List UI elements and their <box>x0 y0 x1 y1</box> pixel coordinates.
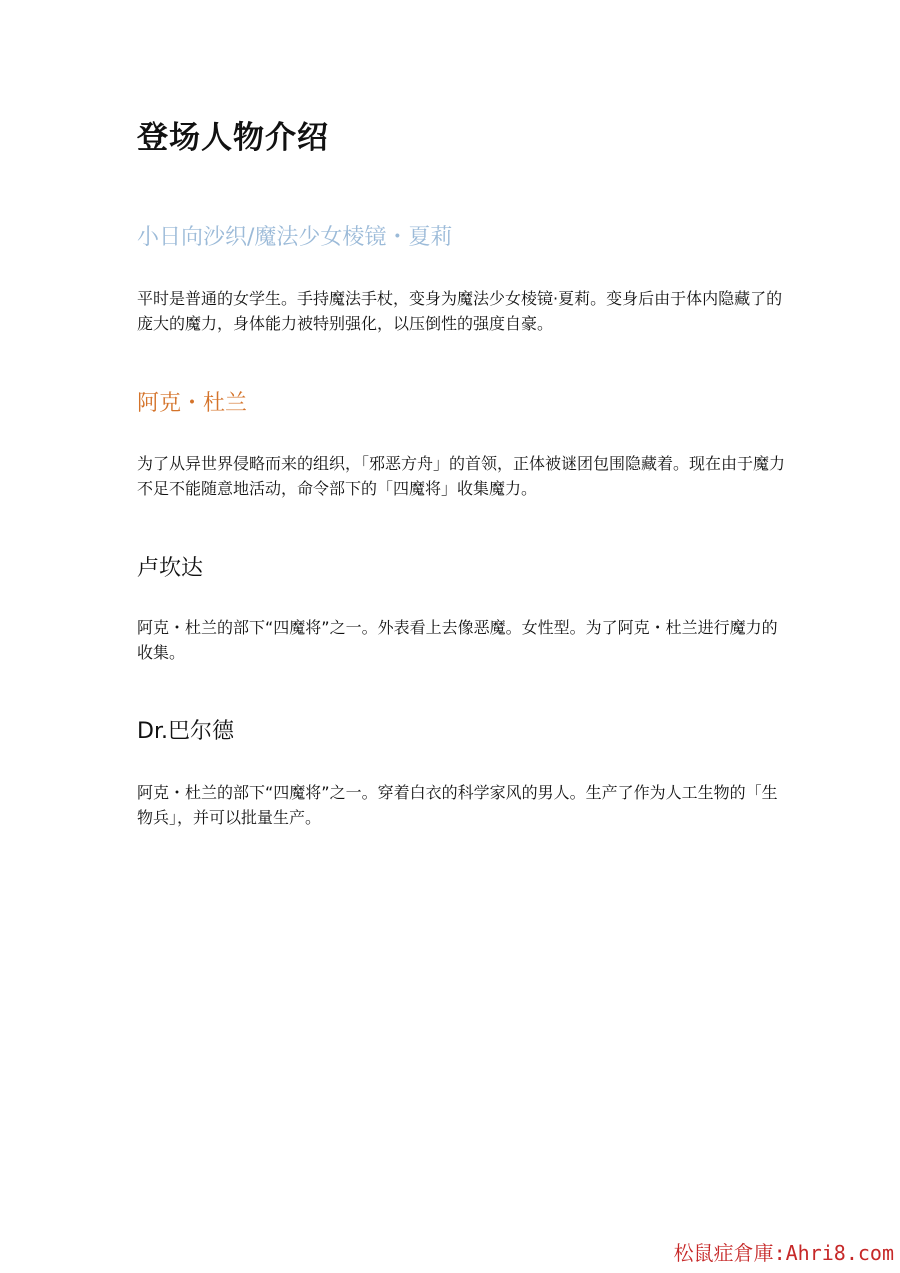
character-name: 小日向沙织/魔法少女棱镜・夏莉 <box>137 225 453 250</box>
character-description: 阿克・杜兰的部下“四魔将”之一。外表看上去像恶魔。女性型。为了阿克・杜兰进行魔力的收集。 <box>137 618 778 662</box>
footer-watermark-link[interactable]: 松鼠症倉庫:Ahri8.com <box>673 1241 894 1265</box>
character-entry-ark-duran <box>137 388 787 501</box>
page-title: 登场人物介绍 <box>137 120 329 156</box>
character-entry-dr-bald <box>137 716 787 830</box>
character-description: 为了从异世界侵略而来的组织，「邪恶方舟」的首领，正体被谜团包围隐藏着。现在由于魔力不足不能随意地活动，命令部下的「四魔将」收集魔力。 <box>137 454 786 498</box>
character-name: 卢坎达 <box>137 556 204 581</box>
character-name: 阿克・杜兰 <box>137 391 248 416</box>
character-description: 平时是普通的女学生。手持魔法手杖，变身为魔法少女棱镜·夏莉。变身后由于体内隐藏了的庞大的魔力，身体能力被特别强化，以压倒性的强度自豪。 <box>137 289 783 333</box>
character-name: Dr.巴尔德 <box>137 719 234 744</box>
character-entry-sakura <box>137 222 787 336</box>
character-entry-lucanda <box>137 553 787 665</box>
character-description: 阿克・杜兰的部下“四魔将”之一。穿着白衣的科学家风的男人。生产了作为人工生物的「生物兵」，并可以批量生产。 <box>137 783 778 827</box>
